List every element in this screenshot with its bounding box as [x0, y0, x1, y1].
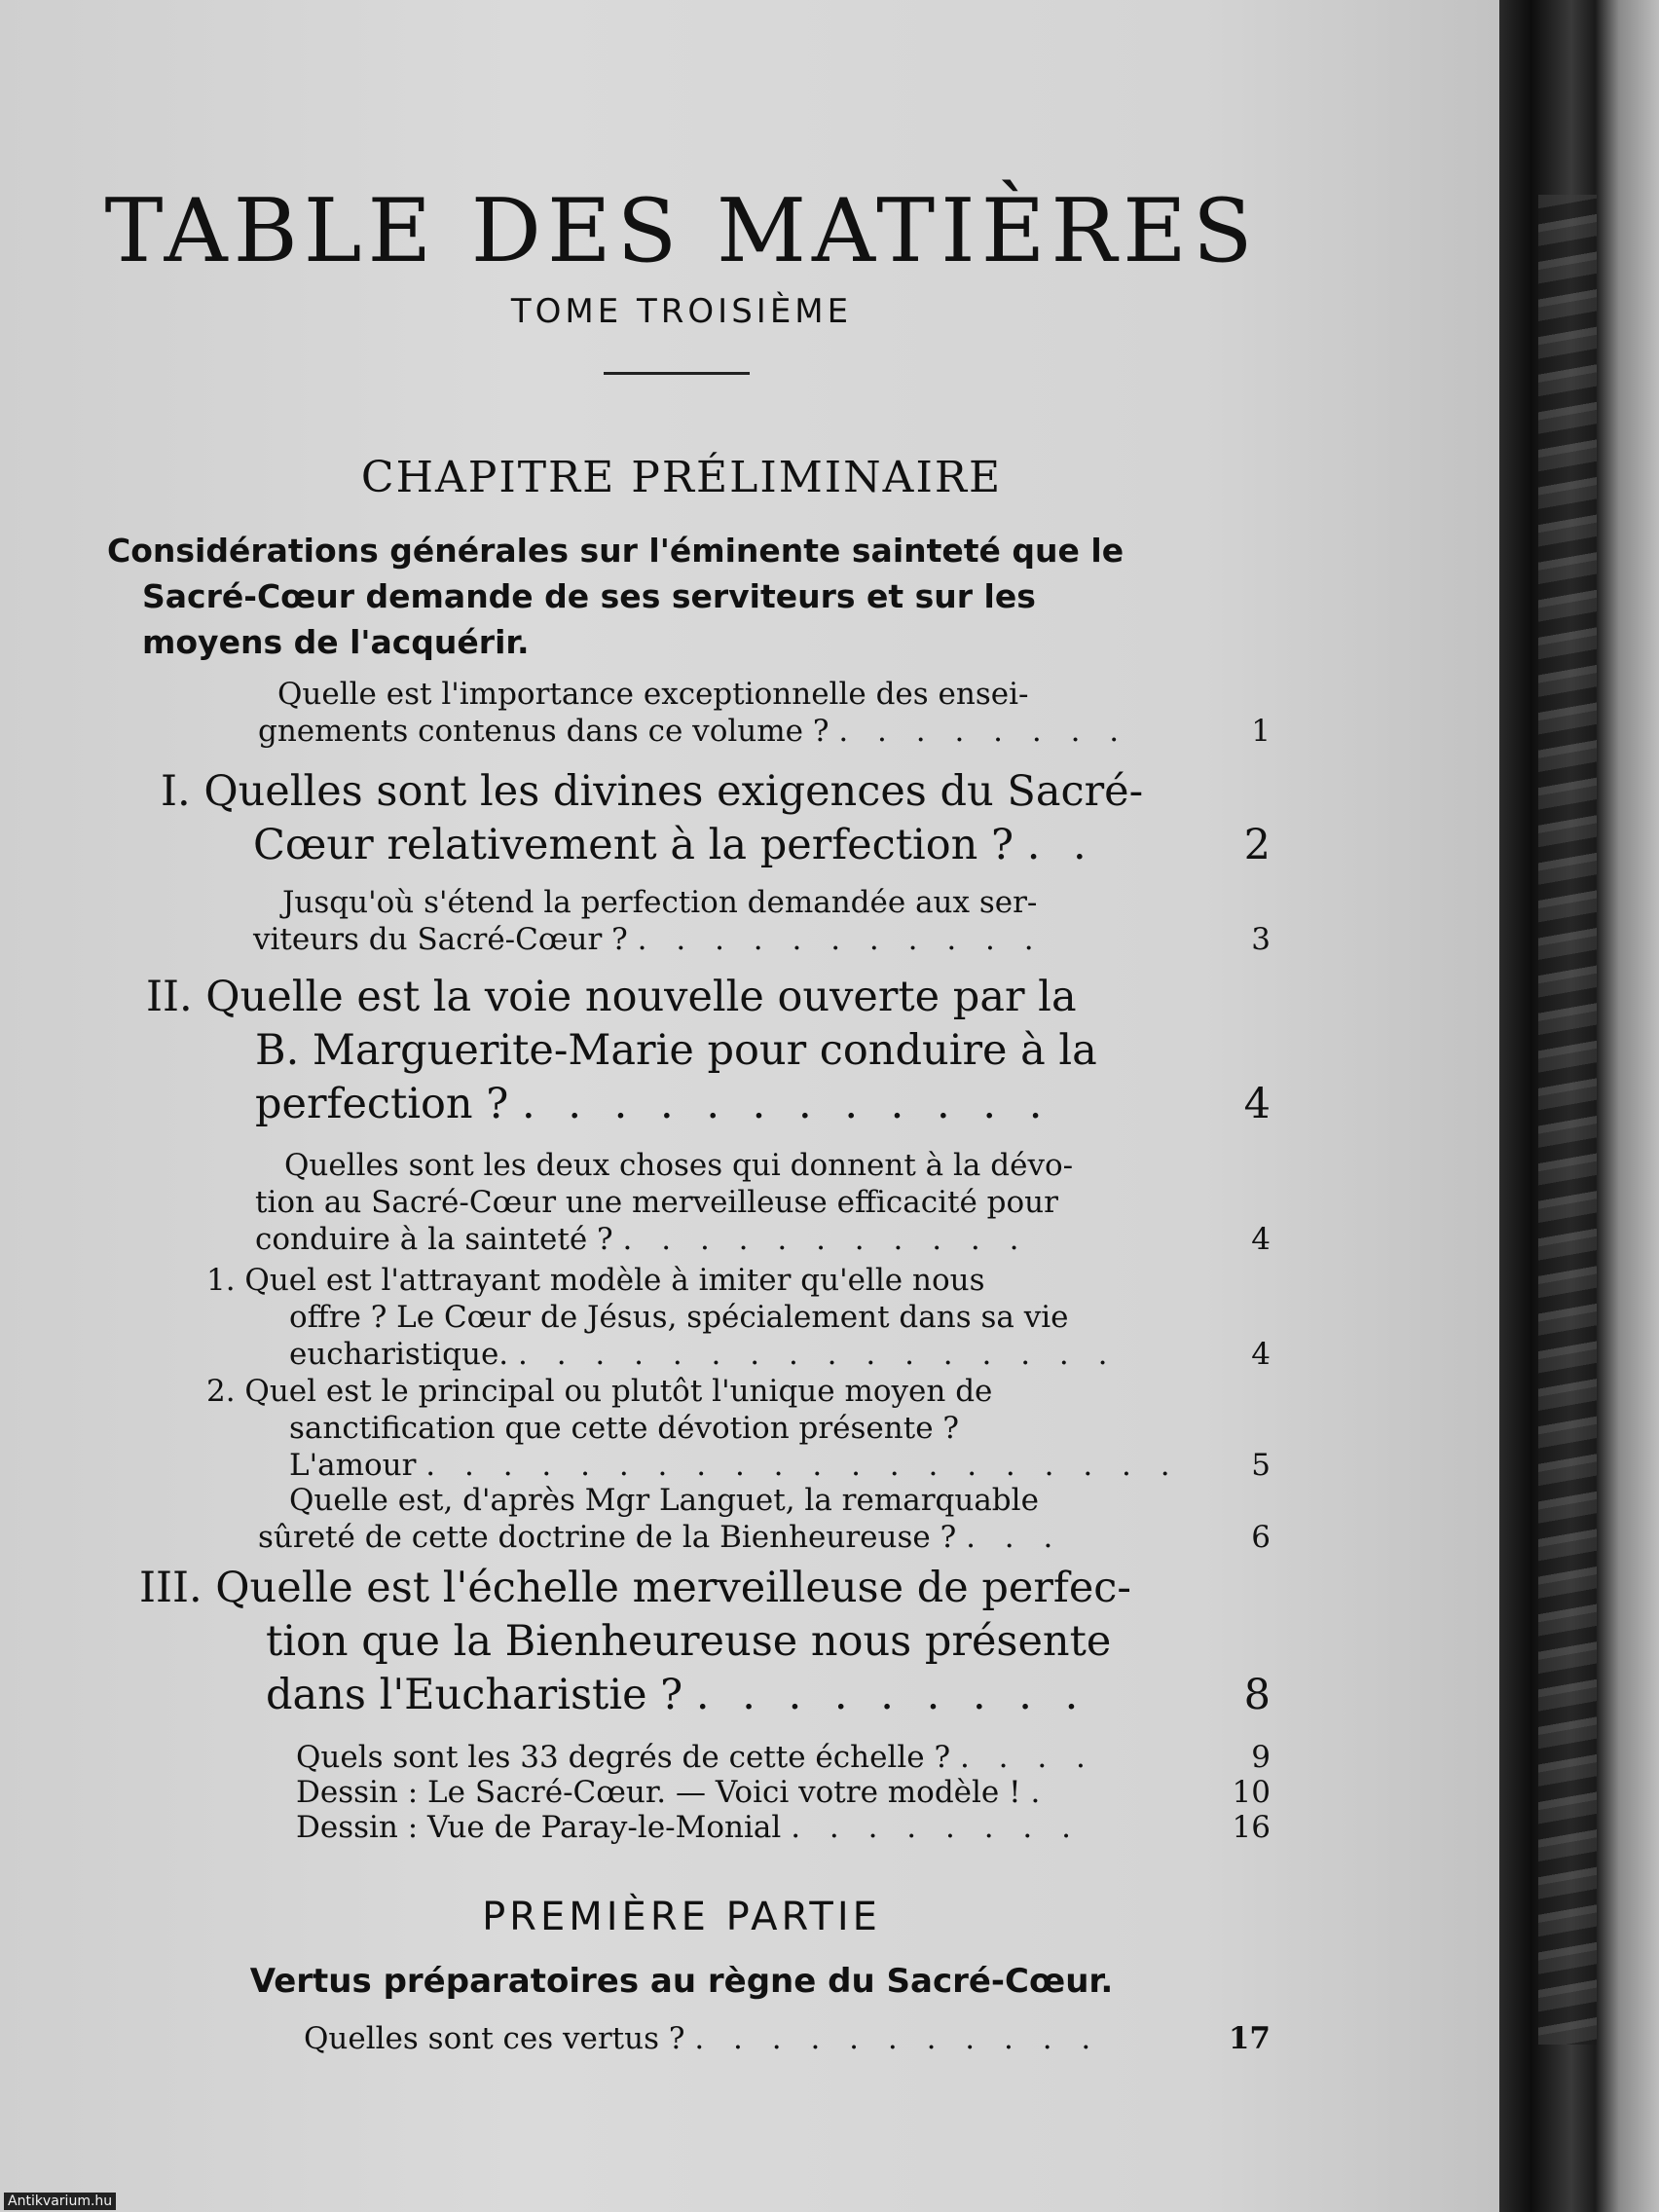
entry-text: 1. Quel est l'attrayant modèle à imiter qu'elle nous	[206, 1263, 985, 1298]
leader-dots: . . . . . . . .	[791, 1810, 1081, 1845]
leader-dots: . .	[1026, 821, 1096, 869]
part-heading: PREMIÈRE PARTIE	[482, 1895, 881, 1939]
entry-text: dans l'Eucharistie ? . . . . . . . . .	[266, 1671, 1088, 1719]
page-number: 16	[1232, 1810, 1271, 1845]
toc-entry	[161, 765, 1271, 872]
entry-text: Quelle est, d'après Mgr Languet, la remarquable	[289, 1483, 1039, 1518]
leader-dots: . . .	[966, 1520, 1063, 1555]
entry-text: Quelles sont ces vertus ? . . . . . . . . . . .	[304, 2021, 1101, 2056]
watermark: Antikvarium.hu	[4, 2193, 116, 2210]
page-number: 8	[1243, 1671, 1271, 1719]
entry-text: III. Quelle est l'échelle merveilleuse de perfec-	[139, 1564, 1131, 1612]
entry-text: B. Marguerite-Marie pour conduire à la	[255, 1026, 1097, 1075]
leader-dots: . . . . . . . . . . .	[694, 2021, 1101, 2056]
title-divider	[604, 372, 750, 375]
leader-dots: . . . . . . . . .	[695, 1671, 1088, 1719]
toc-entry	[258, 1482, 1271, 1556]
toc-entry	[304, 2020, 1271, 2057]
entry-text: eucharistique. . . . . . . . . . . . . . . . .	[289, 1337, 1118, 1372]
leader-dots: . . . . . . . . . . .	[622, 1222, 1029, 1257]
entry-text: conduire à la sainteté ? . . . . . . . . . . .	[255, 1222, 1029, 1257]
toc-entry	[206, 1373, 1271, 1484]
chapter-intro-line: moyens de l'acquérir.	[142, 623, 530, 661]
toc-entry	[146, 971, 1271, 1131]
page-number: 4	[1243, 1080, 1271, 1128]
toc-entry	[206, 1262, 1271, 1373]
entry-text: perfection ? . . . . . . . . . . . .	[255, 1080, 1052, 1128]
chapter-intro-line: Considérations générales sur l'éminente sainteté que le	[107, 532, 1124, 570]
page-number: 5	[1251, 1448, 1271, 1483]
entry-text: offre ? Le Cœur de Jésus, spécialement dans sa vie	[289, 1300, 1069, 1335]
leader-dots: .	[1030, 1775, 1051, 1810]
leader-dots: . . . .	[959, 1740, 1095, 1775]
toc-entry	[296, 1739, 1271, 1776]
leader-dots: . . . . . . . . . . .	[637, 922, 1044, 957]
entry-text: 2. Quel est le principal ou plutôt l'unique moyen de	[206, 1374, 993, 1409]
page-number: 9	[1251, 1740, 1271, 1775]
entry-text: sanctification que cette dévotion présente ?	[289, 1411, 960, 1446]
spine-texture	[1538, 195, 1597, 2045]
leader-dots: . . . . . . . . . . . . . . . .	[518, 1337, 1118, 1372]
entry-text: L'amour . . . . . . . . . . . . . . . . . . . .	[289, 1448, 1180, 1483]
entry-text: Quelles sont les deux choses qui donnent à la dévo-	[284, 1148, 1074, 1183]
chapter-intro-line: Sacré-Cœur demande de ses serviteurs et sur les	[142, 577, 1036, 615]
page-number: 6	[1251, 1520, 1271, 1555]
chapter-intro	[107, 528, 1285, 665]
leader-dots: . . . . . . . . . . . .	[521, 1080, 1052, 1128]
leader-dots: . . . . . . . . . . . . . . . . . . . .	[425, 1448, 1180, 1483]
page-number: 17	[1228, 2021, 1271, 2056]
toc-entry	[296, 1774, 1271, 1811]
entry-text: Dessin : Le Sacré-Cœur. — Voici votre modèle ! .	[296, 1775, 1051, 1810]
entry-text: II. Quelle est la voie nouvelle ouverte par la	[146, 973, 1077, 1021]
page-number: 2	[1243, 821, 1271, 869]
toc-entry	[296, 1809, 1271, 1846]
toc-entry	[139, 1562, 1271, 1722]
entry-text: sûreté de cette doctrine de la Bienheureuse ? . . .	[258, 1520, 1063, 1555]
entry-text: Dessin : Vue de Paray-le-Monial . . . . . . . .	[296, 1810, 1081, 1845]
toc-entry	[255, 1147, 1271, 1258]
page-number: 10	[1232, 1775, 1271, 1810]
toc-entry	[253, 884, 1271, 958]
part-intro: Vertus préparatoires au règne du Sacré-Cœur.	[249, 1962, 1114, 2001]
entry-text: tion au Sacré-Cœur une merveilleuse efficacité pour	[255, 1185, 1058, 1220]
entry-text: gnements contenus dans ce volume ? . . . . . . . .	[258, 714, 1129, 749]
entry-text: Quels sont les 33 degrés de cette échelle ? . . . .	[296, 1740, 1095, 1775]
entry-text: Jusqu'où s'étend la perfection demandée aux ser-	[282, 885, 1038, 920]
entry-text: tion que la Bienheureuse nous présente	[266, 1617, 1112, 1666]
entry-text: Cœur relativement à la perfection ? . .	[253, 821, 1096, 869]
toc-entry	[258, 676, 1271, 750]
page-number: 4	[1251, 1222, 1271, 1257]
chapter-heading: CHAPITRE PRÉLIMINAIRE	[360, 453, 1003, 502]
page-number: 1	[1251, 714, 1271, 749]
entry-text: viteurs du Sacré-Cœur ? . . . . . . . . . . .	[253, 922, 1044, 957]
volume-subtitle: TOME TROISIÈME	[510, 292, 853, 331]
page-number: 4	[1251, 1337, 1271, 1372]
page-number: 3	[1251, 922, 1271, 957]
page-title: TABLE DES MATIÈRES	[104, 180, 1259, 282]
entry-text: Quelle est l'importance exceptionnelle des ensei-	[277, 677, 1029, 712]
leader-dots: . . . . . . . .	[838, 714, 1129, 749]
entry-text: I. Quelles sont les divines exigences du Sacré-	[161, 767, 1144, 816]
